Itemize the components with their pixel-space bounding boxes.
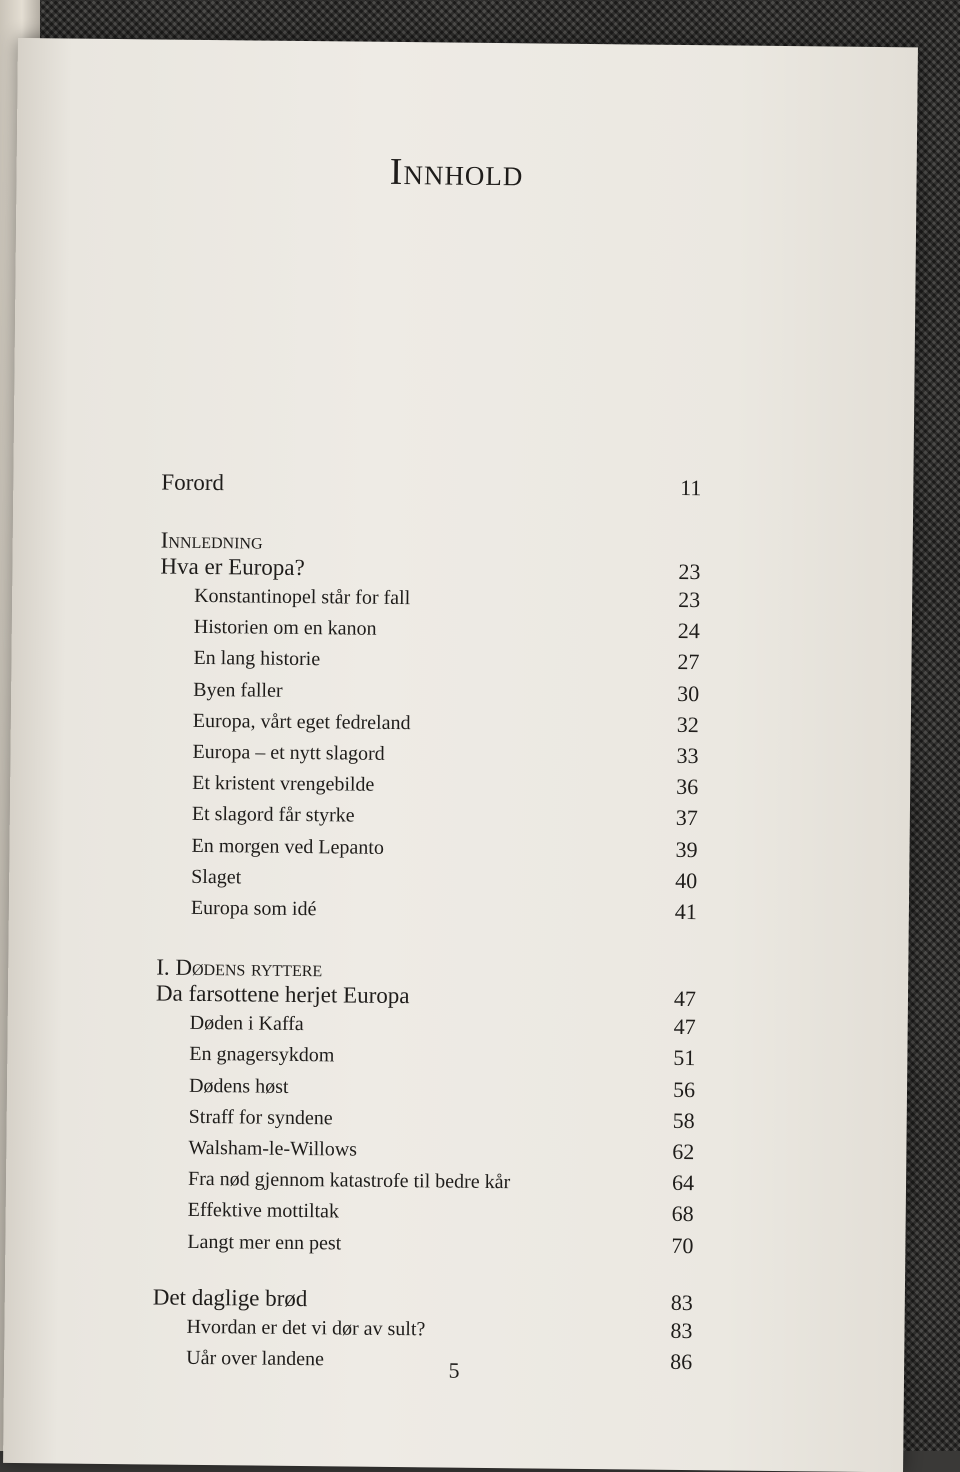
toc-page: 40 — [675, 867, 698, 893]
toc-title: Hva er Europa? — [160, 553, 305, 581]
toc-title: Slaget — [191, 865, 242, 889]
toc-subentry — [154, 1132, 694, 1169]
toc-title: En morgen ved Lepanto — [191, 834, 385, 859]
toc-title: En gnagersykdom — [189, 1043, 335, 1067]
toc-page: 41 — [674, 898, 698, 925]
toc-page: 23 — [678, 586, 701, 613]
toc-subentry — [157, 860, 697, 897]
toc-page: 36 — [676, 774, 699, 800]
toc-subentry — [154, 1194, 694, 1231]
toc-title: Walsham-le-Willows — [188, 1136, 358, 1161]
innledning-subentries — [157, 580, 701, 929]
toc-title: Forord — [161, 469, 225, 496]
page-number: 5 — [448, 1357, 460, 1383]
section-heading-innledning: Innledning — [160, 527, 263, 554]
toc-subentry — [159, 704, 699, 741]
toc-subentry — [155, 1038, 695, 1075]
part1-subentries — [153, 1007, 696, 1262]
toc-page: 64 — [671, 1170, 695, 1196]
toc-subentry — [157, 829, 697, 866]
toc-subentry — [156, 1007, 696, 1044]
toc-subentry — [157, 892, 697, 929]
toc-page: 11 — [680, 474, 702, 501]
toc-title: Hvordan er det vi dør av sult? — [186, 1315, 426, 1341]
toc-page: 83 — [670, 1289, 693, 1315]
toc-page: 33 — [676, 742, 699, 769]
toc-page: 37 — [675, 805, 698, 831]
section-heading-part-1: I. Dødens ryttere — [156, 954, 323, 982]
toc-subentry — [158, 767, 698, 804]
toc-subentry — [153, 1225, 693, 1262]
toc-page: 86 — [670, 1348, 693, 1375]
toc-page: 58 — [672, 1107, 695, 1133]
toc-page: 32 — [676, 711, 699, 737]
toc-page: 30 — [677, 680, 700, 706]
toc-page: 39 — [675, 836, 698, 862]
toc-page: 23 — [678, 558, 701, 585]
toc-title: Dødens høst — [188, 1074, 289, 1098]
toc-subentry — [155, 1069, 695, 1106]
toc-page: 47 — [673, 1014, 696, 1040]
toc-subentry — [152, 1310, 692, 1347]
toc-page: 56 — [672, 1076, 696, 1102]
toc-subentry — [160, 580, 700, 617]
toc-page: 70 — [671, 1232, 694, 1258]
toc-page: 51 — [673, 1045, 696, 1071]
toc-subentry — [159, 673, 699, 710]
toc-title: En lang historie — [193, 647, 321, 671]
toc-title: Effektive mottiltak — [187, 1199, 340, 1223]
book-page — [3, 38, 918, 1472]
toc-title: Et kristent vrengebilde — [192, 772, 375, 796]
toc-title: Langt mer enn pest — [187, 1230, 342, 1255]
toc-title: Uår over landene — [186, 1346, 325, 1371]
toc-title: Da farsottene herjet Europa — [155, 980, 410, 1009]
toc-page: 83 — [670, 1317, 693, 1343]
toc-page: 62 — [672, 1138, 695, 1165]
toc-subentry — [160, 611, 700, 648]
toc-subentry — [158, 736, 698, 773]
toc-page: 24 — [677, 618, 700, 644]
table-of-contents — [152, 448, 702, 1379]
toc-page: 68 — [671, 1201, 694, 1227]
toc-title: Byen faller — [193, 678, 283, 702]
toc-title: Straff for syndene — [188, 1105, 333, 1130]
toc-title: Fra nød gjennom katastrofe til bedre kår — [187, 1168, 511, 1194]
toc-title: Det daglige brød — [152, 1284, 308, 1311]
toc-title: Døden i Kaffa — [189, 1012, 304, 1036]
toc-subentry — [154, 1163, 694, 1200]
toc-title: Et slagord får styrke — [191, 803, 355, 827]
toc-subentry — [158, 798, 698, 835]
toc-page: 47 — [673, 986, 697, 1012]
toc-entry-forord — [161, 470, 701, 502]
toc-title: Europa – et nytt slagord — [192, 740, 385, 765]
toc-page: 27 — [677, 649, 700, 675]
toc-title: Europa som idé — [190, 896, 317, 921]
toc-title: Europa, vårt eget fedreland — [192, 709, 411, 734]
toc-title: Konstantinopel står for fall — [194, 584, 411, 610]
toc-subentry — [159, 642, 699, 679]
toc-subentry — [155, 1100, 695, 1137]
page-title: Innhold — [389, 150, 524, 195]
toc-title: Historien om en kanon — [193, 616, 377, 640]
